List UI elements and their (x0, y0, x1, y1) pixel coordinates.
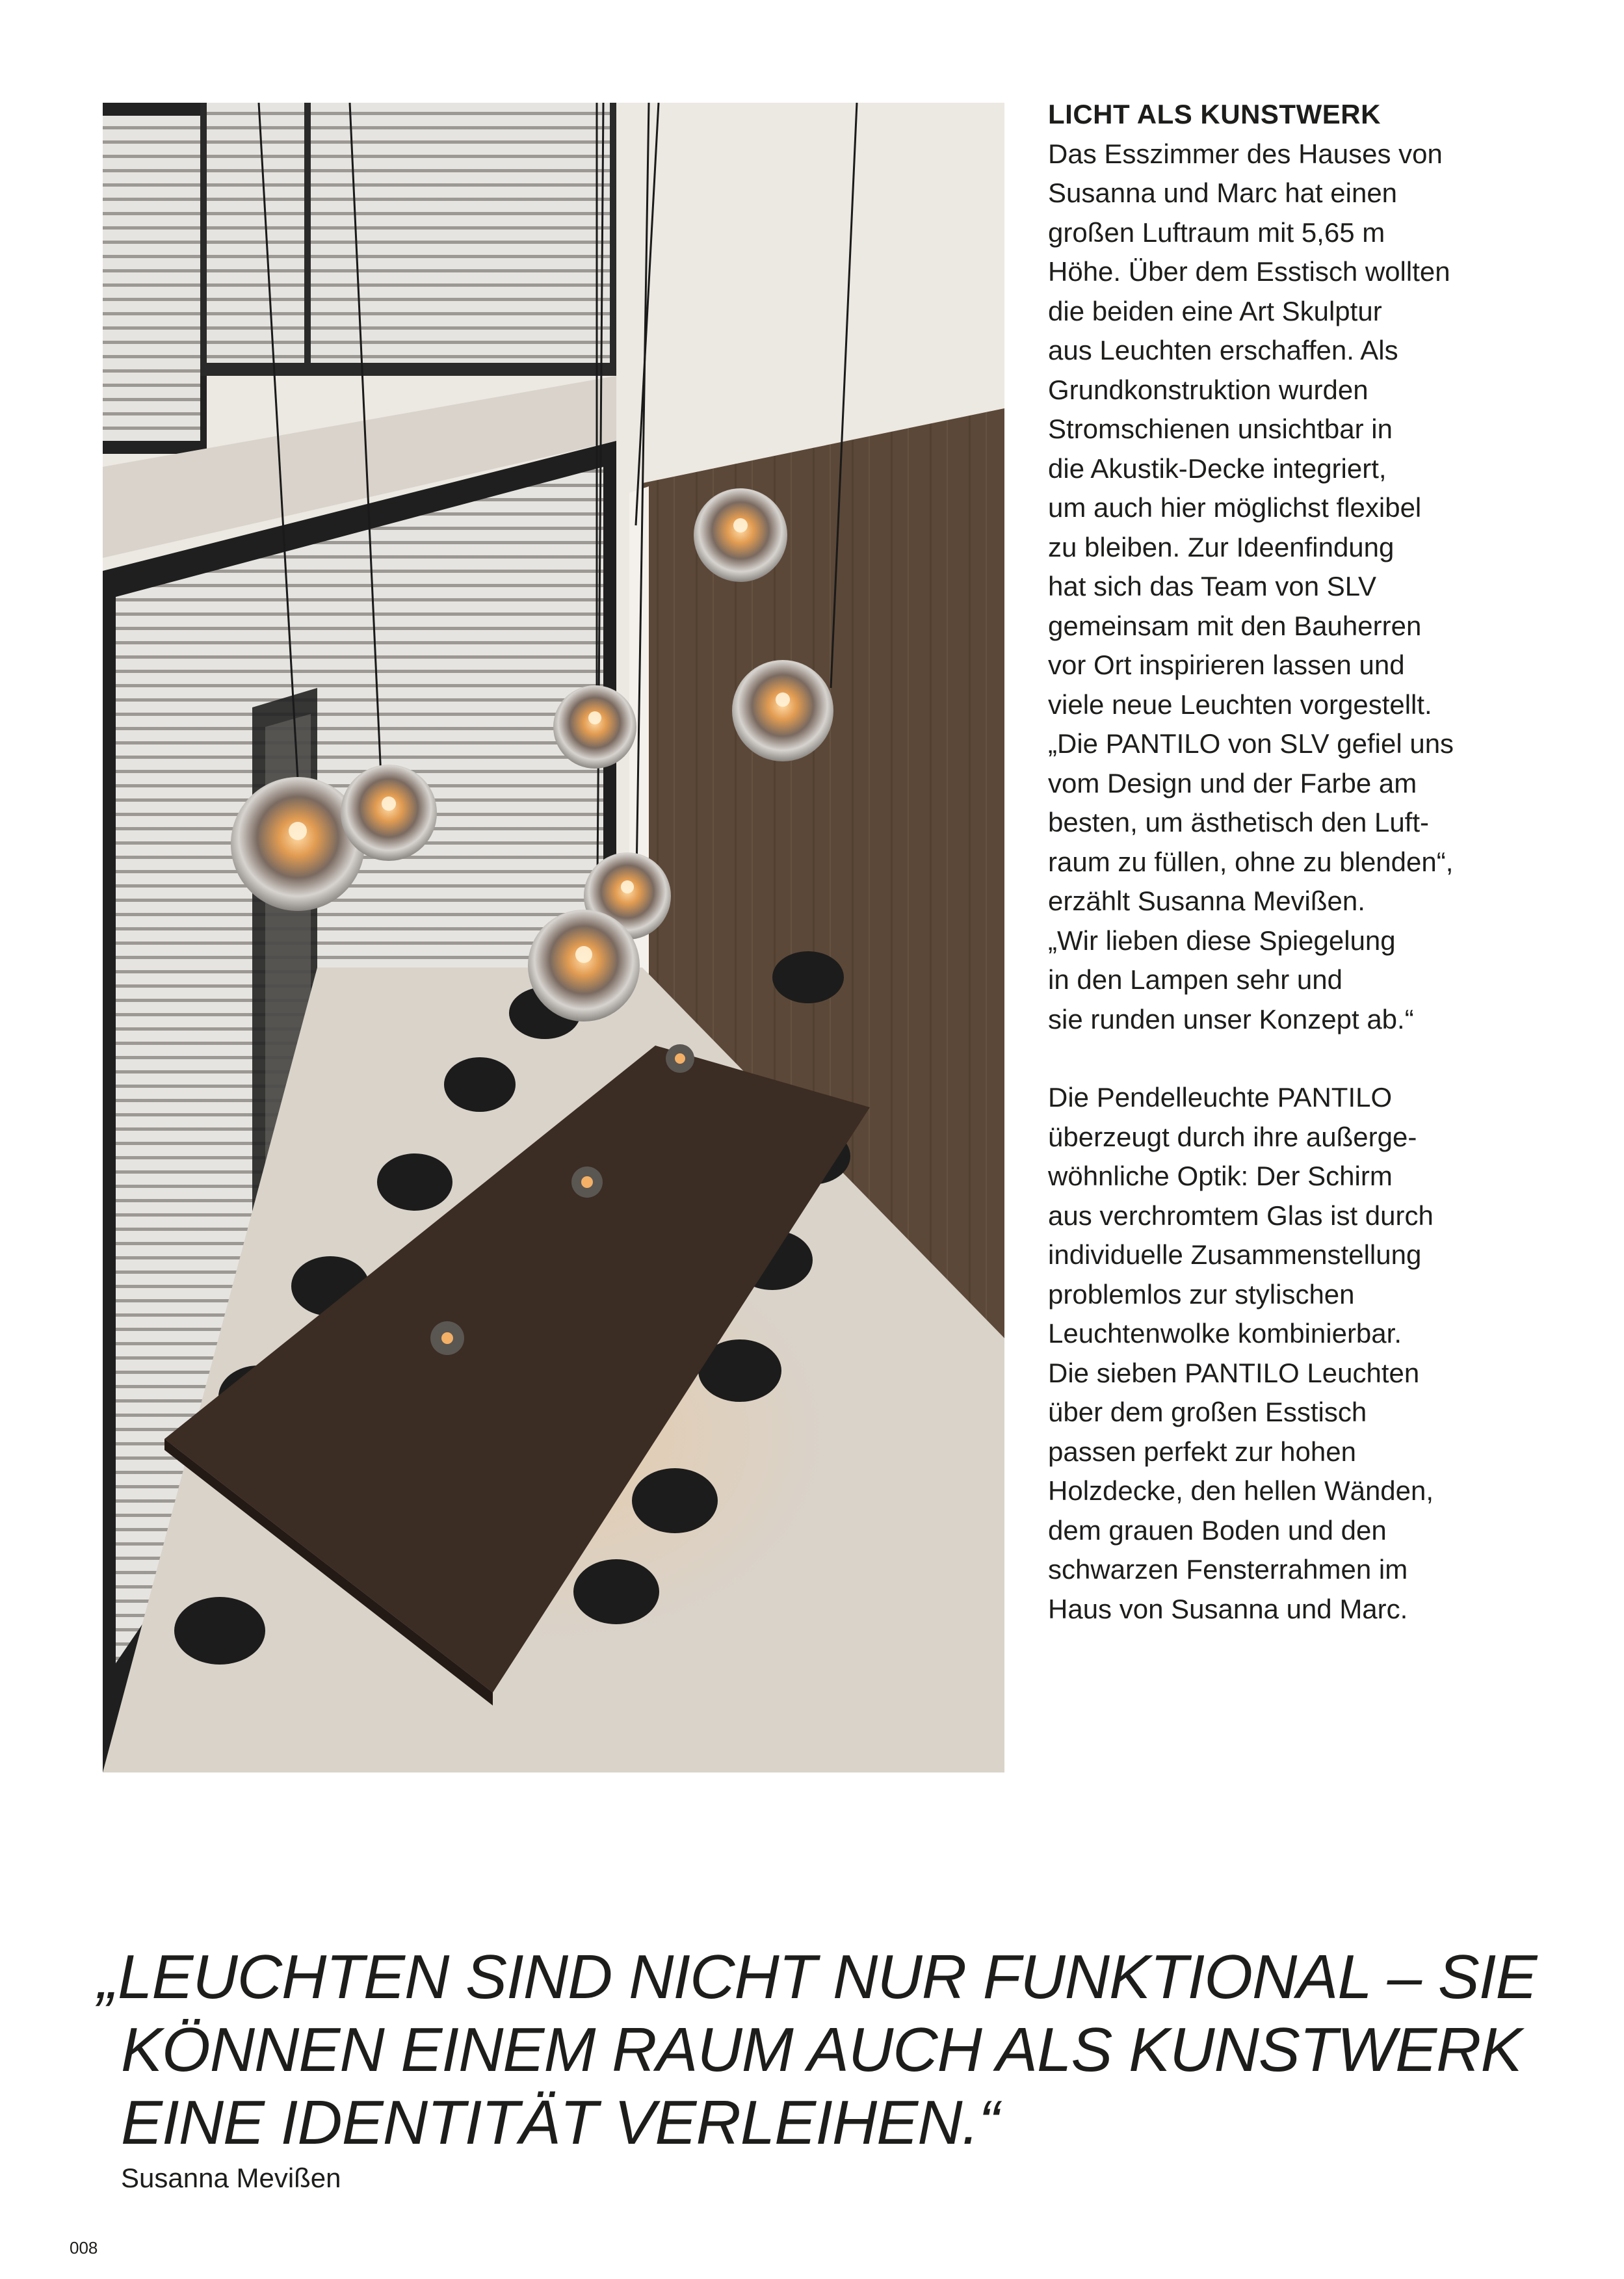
text-line: raum zu füllen, ohne zu blenden“, (1048, 846, 1454, 877)
text-line: wöhnliche Optik: Der Schirm (1048, 1161, 1393, 1191)
dining-room-photo (103, 103, 1004, 1772)
text-line: Leuchtenwolke kombinierbar. (1048, 1318, 1402, 1349)
text-line: Das Esszimmer des Hauses von (1048, 138, 1443, 169)
text-line: Grundkonstruktion wurden (1048, 374, 1369, 405)
text-line: aus Leuchten erschaffen. Als (1048, 335, 1398, 365)
text-line: problemlos zur stylischen (1048, 1278, 1355, 1310)
text-line: überzeugt durch ihre außerge- (1048, 1121, 1417, 1152)
text-line: Die sieben PANTILO Leuchten (1048, 1357, 1420, 1388)
quote-line: EINE IDENTITÄT VERLEIHEN.“ (121, 2088, 999, 2157)
text-line: Susanna und Marc hat einen (1048, 178, 1398, 208)
article-paragraph-1 (1048, 135, 1555, 1040)
text-line: passen perfekt zur hohen (1048, 1436, 1356, 1467)
text-line: vor Ort inspirieren lassen und (1048, 650, 1405, 680)
text-line: sie runden unser Konzept ab.“ (1048, 1003, 1414, 1034)
page-number: 008 (70, 2238, 98, 2258)
dining-room-illustration (103, 103, 1004, 1772)
article-heading: LICHT ALS KUNSTWERK (1048, 99, 1381, 129)
quote-line: „LEUCHTEN SIND NICHT NUR FUNKTIONAL – SIE (98, 1942, 1537, 2012)
text-line: um auch hier möglichst flexibel (1048, 492, 1422, 523)
text-line: schwarzen Fensterrahmen im (1048, 1554, 1408, 1585)
text-line: „Wir lieben diese Spiegelung (1048, 925, 1396, 956)
quote-author: Susanna Mevißen (121, 2163, 341, 2193)
text-line: die beiden eine Art Skulptur (1048, 295, 1382, 326)
text-line: dem grauen Boden und den (1048, 1514, 1387, 1546)
text-line: Stromschienen unsichtbar in (1048, 414, 1393, 444)
text-line: viele neue Leuchten vorgestellt. (1048, 689, 1432, 720)
pull-quote (98, 1941, 1560, 2159)
text-line: in den Lampen sehr und (1048, 964, 1342, 995)
text-line: Haus von Susanna und Marc. (1048, 1593, 1408, 1624)
text-line: hat sich das Team von SLV (1048, 571, 1377, 601)
paragraph-gap (1048, 1039, 1555, 1078)
quote-line: KÖNNEN EINEM RAUM AUCH ALS KUNSTWERK (121, 2015, 1522, 2085)
text-line: besten, um ästhetisch den Luft- (1048, 807, 1430, 837)
text-line: die Akustik-Decke integriert, (1048, 453, 1387, 484)
text-line: erzählt Susanna Mevißen. (1048, 886, 1365, 916)
text-line: vom Design und der Farbe am (1048, 767, 1417, 798)
article (1048, 95, 1555, 1629)
text-line: individuelle Zusammenstellung (1048, 1239, 1422, 1270)
text-line: zu bleiben. Zur Ideenfindung (1048, 531, 1395, 562)
text-line: Holzdecke, den hellen Wänden, (1048, 1475, 1434, 1506)
article-paragraph-2 (1048, 1078, 1555, 1629)
text-line: gemeinsam mit den Bauherren (1048, 610, 1422, 641)
text-line: Höhe. Über dem Esstisch wollten (1048, 256, 1450, 287)
text-line: großen Luftraum mit 5,65 m (1048, 217, 1385, 248)
text-line: „Die PANTILO von SLV gefiel uns (1048, 728, 1454, 759)
text-line: aus verchromtem Glas ist durch (1048, 1200, 1434, 1231)
text-line: Die Pendelleuchte PANTILO (1048, 1082, 1393, 1113)
text-line: über dem großen Esstisch (1048, 1397, 1367, 1427)
